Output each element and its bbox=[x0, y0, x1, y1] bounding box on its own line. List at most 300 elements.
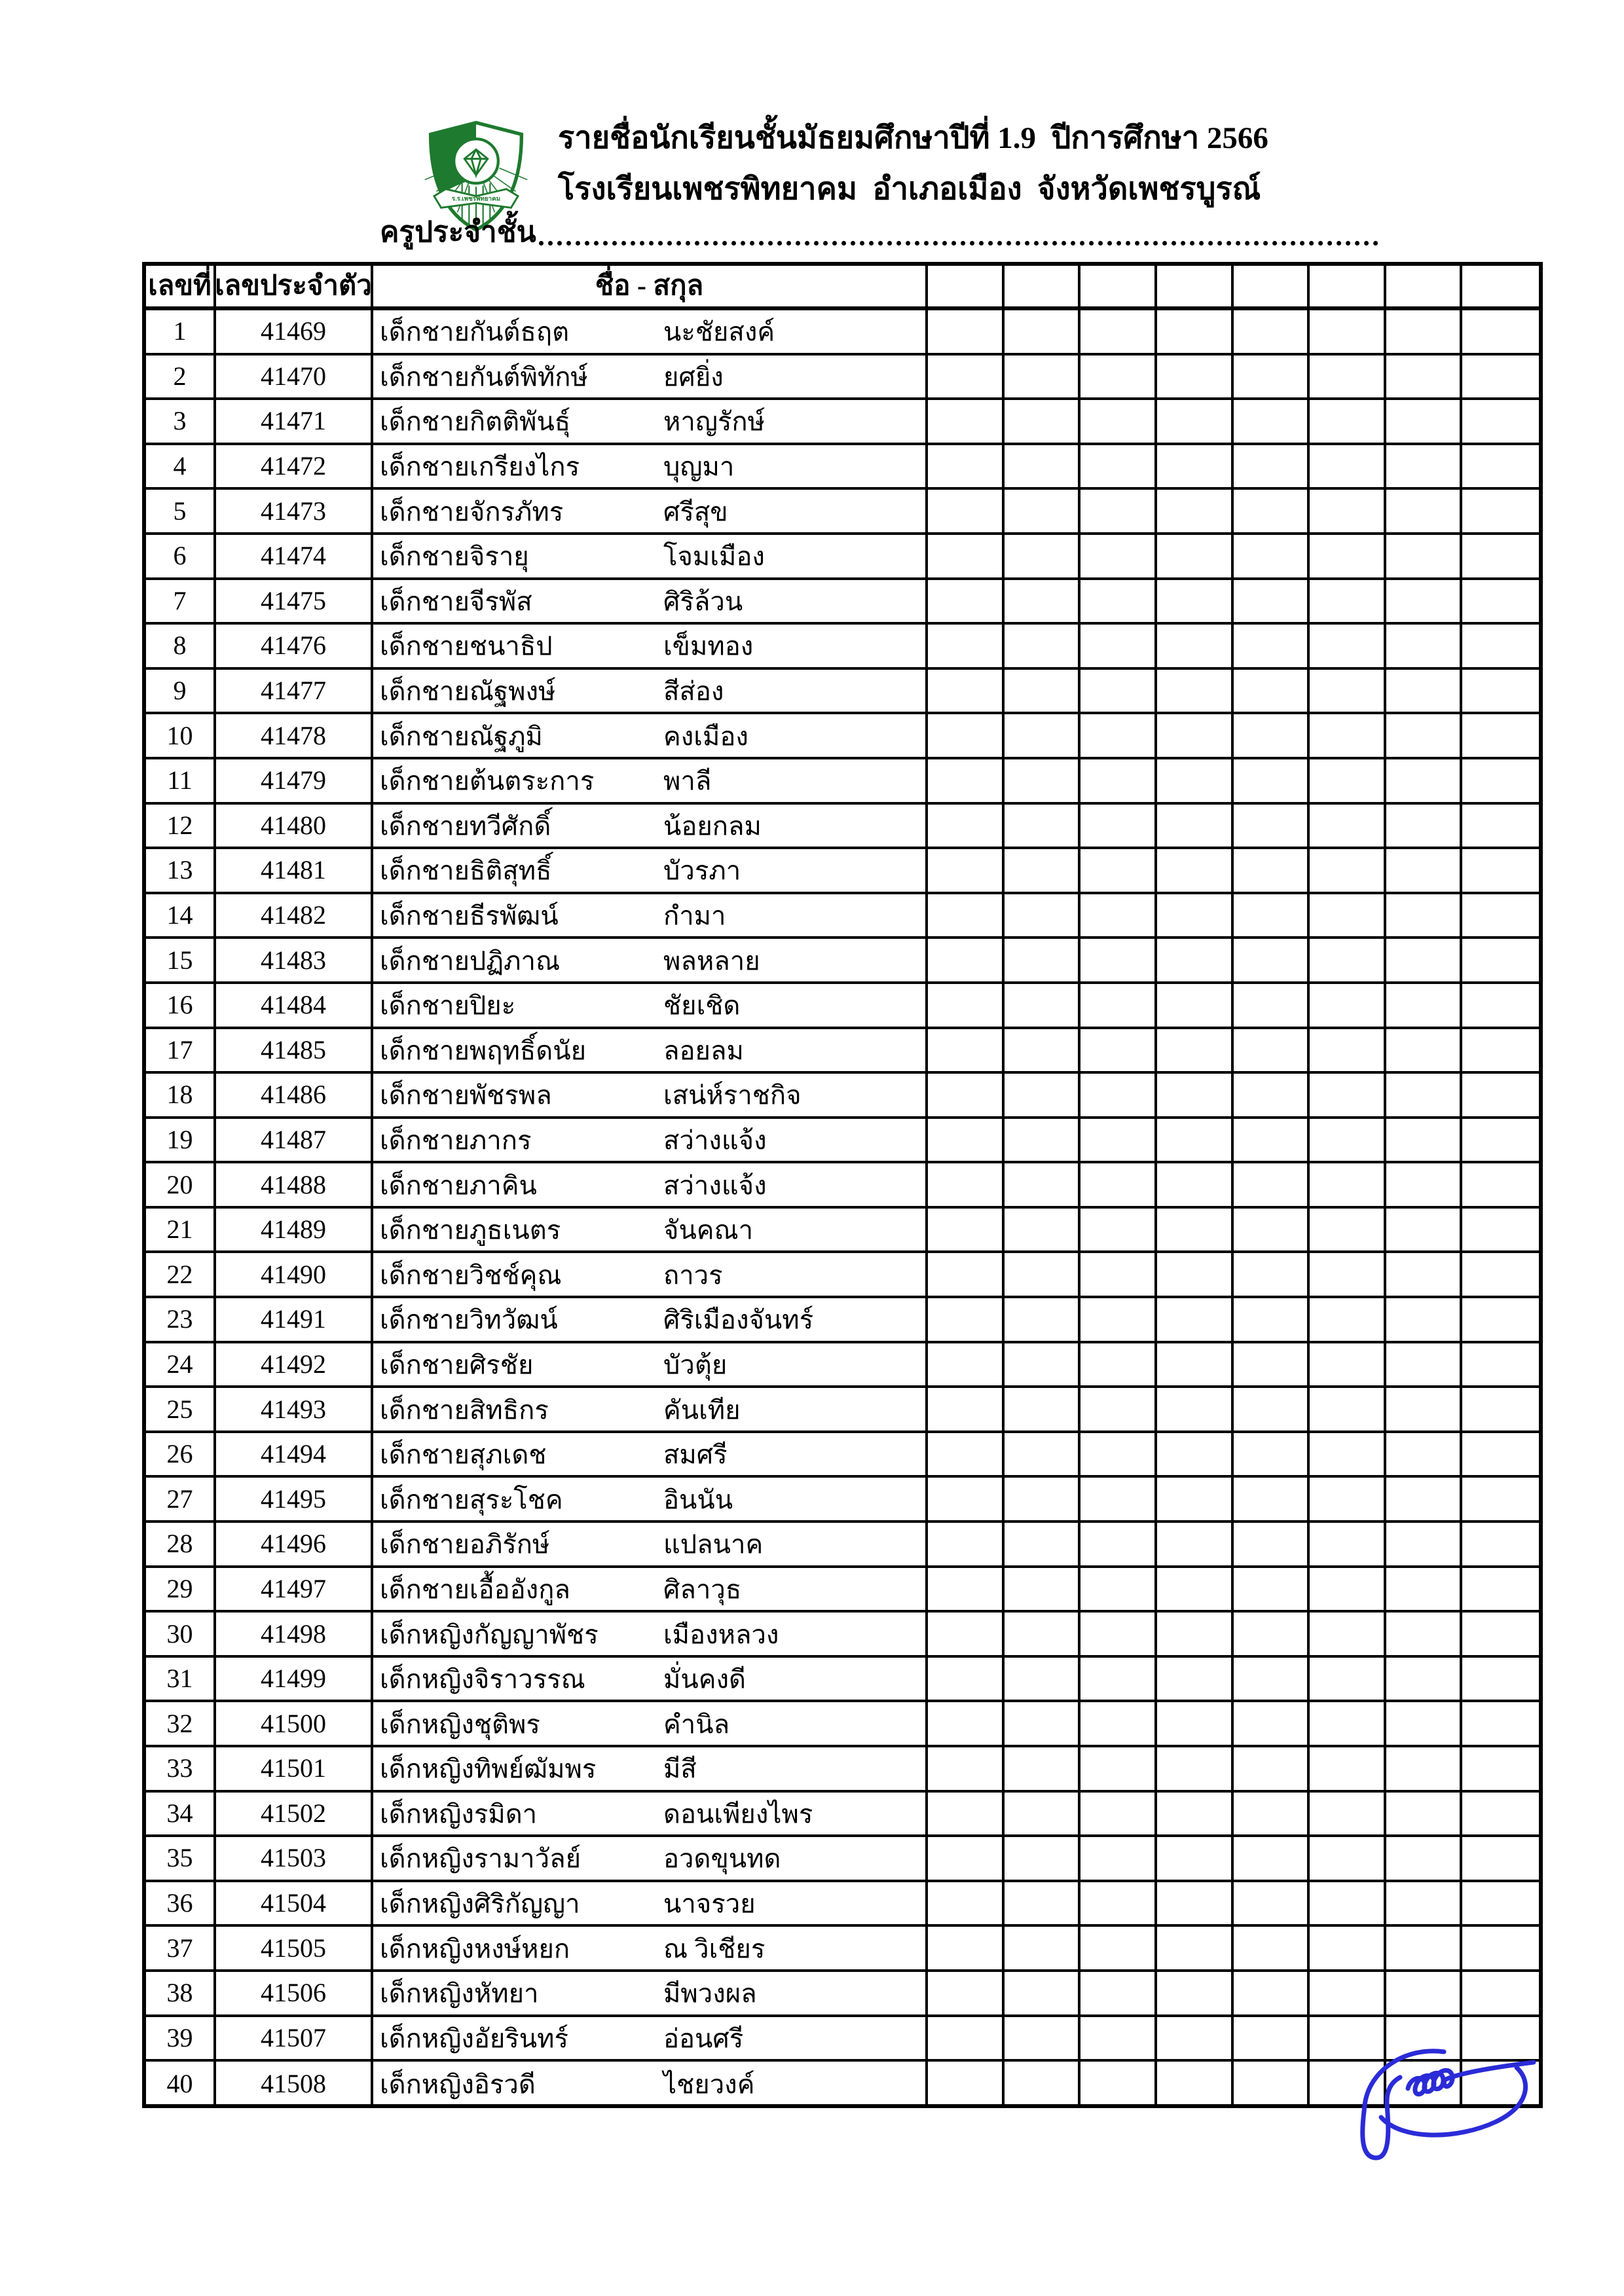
blank-cell bbox=[1310, 1523, 1386, 1565]
blank-cell bbox=[1157, 355, 1234, 398]
student-id-cell: 41470 bbox=[216, 355, 373, 398]
table-row bbox=[146, 714, 1539, 759]
blank-cell bbox=[1310, 759, 1386, 802]
student-first-name: เด็กหญิงกัญญาพัชร bbox=[380, 1620, 599, 1650]
blank-cell bbox=[928, 670, 1005, 712]
student-surname: เสน่ห์ราชกิจ bbox=[663, 1080, 802, 1110]
blank-cell bbox=[1462, 759, 1539, 802]
blank-cell bbox=[928, 1478, 1005, 1520]
blank-cell bbox=[1234, 2062, 1310, 2107]
blank-cell bbox=[1386, 310, 1463, 353]
blank-cell bbox=[1462, 1343, 1539, 1386]
blank-cell bbox=[928, 1927, 1005, 1969]
blank-cell bbox=[928, 1837, 1005, 1880]
table-row bbox=[146, 894, 1539, 939]
row-number-cell: 6 bbox=[146, 535, 216, 577]
student-id-cell: 41491 bbox=[216, 1298, 373, 1341]
blank-cell bbox=[1005, 1658, 1081, 1700]
blank-cell bbox=[1462, 1837, 1539, 1880]
student-first-name: เด็กชายณัฐภูมิ bbox=[380, 721, 543, 752]
blank-cell bbox=[1462, 1253, 1539, 1296]
blank-cell bbox=[928, 1702, 1005, 1745]
blank-cell bbox=[1157, 1119, 1234, 1161]
row-number-cell: 2 bbox=[146, 355, 216, 398]
table-row bbox=[146, 939, 1539, 984]
student-name-cell bbox=[373, 849, 928, 892]
student-surname: ยศยิ่ง bbox=[663, 362, 724, 392]
student-first-name: เด็กหญิงอิรวดี bbox=[380, 2070, 536, 2100]
blank-cell bbox=[1080, 490, 1157, 532]
student-name-cell bbox=[373, 1074, 928, 1116]
blank-cell bbox=[1386, 894, 1463, 937]
blank-cell bbox=[1386, 400, 1463, 443]
blank-cell bbox=[1080, 1658, 1157, 1700]
blank-cell bbox=[1234, 1613, 1310, 1655]
row-number-cell: 35 bbox=[146, 1837, 216, 1880]
student-name-cell bbox=[373, 670, 928, 712]
student-id-cell: 41480 bbox=[216, 805, 373, 847]
blank-cell bbox=[1386, 1119, 1463, 1161]
blank-cell bbox=[1157, 1433, 1234, 1476]
student-id-cell: 41497 bbox=[216, 1568, 373, 1611]
blank-cell bbox=[1234, 1253, 1310, 1296]
blank-cell bbox=[1080, 939, 1157, 981]
blank-cell bbox=[1005, 670, 1081, 712]
blank-cell bbox=[1386, 1388, 1463, 1430]
blank-cell bbox=[1234, 400, 1310, 443]
student-name-cell bbox=[373, 1747, 928, 1790]
student-name-cell bbox=[373, 1882, 928, 1925]
blank-cell bbox=[1005, 1568, 1081, 1611]
blank-cell bbox=[1462, 535, 1539, 577]
blank-cell bbox=[928, 939, 1005, 981]
blank-cell bbox=[1310, 355, 1386, 398]
student-surname: ศิริล้วน bbox=[663, 587, 743, 617]
student-first-name: เด็กชายกิตติพันธุ์ bbox=[380, 407, 571, 437]
blank-cell bbox=[1386, 580, 1463, 623]
blank-cell bbox=[1310, 625, 1386, 667]
school-name-line: โรงเรียนเพชรพิทยาคม อำเภอเมือง จังหวัดเพชรบูรณ์ bbox=[558, 172, 1261, 206]
blank-cell bbox=[1386, 1837, 1463, 1880]
student-surname: สีส่อง bbox=[663, 676, 724, 706]
blank-cell bbox=[1310, 1747, 1386, 1790]
row-number-cell: 10 bbox=[146, 714, 216, 757]
blank-cell bbox=[1462, 984, 1539, 1027]
blank-cell bbox=[1080, 535, 1157, 577]
blank-cell bbox=[1080, 1793, 1157, 1835]
blank-cell bbox=[1005, 849, 1081, 892]
student-surname: มีสี bbox=[663, 1754, 697, 1784]
table-row bbox=[146, 849, 1539, 894]
blank-cell bbox=[1386, 1927, 1463, 1969]
blank-cell bbox=[1005, 1837, 1081, 1880]
blank-cell bbox=[1386, 1702, 1463, 1745]
student-first-name: เด็กชายภาคิน bbox=[380, 1171, 537, 1201]
table-row bbox=[146, 1747, 1539, 1793]
blank-cell bbox=[1005, 1927, 1081, 1969]
student-id-cell: 41471 bbox=[216, 400, 373, 443]
blank-cell bbox=[1005, 714, 1081, 757]
blank-cell bbox=[928, 2017, 1005, 2060]
student-name-cell bbox=[373, 355, 928, 398]
blank-cell bbox=[1080, 1029, 1157, 1072]
student-name-cell bbox=[373, 805, 928, 847]
blank-cell bbox=[1386, 1343, 1463, 1386]
blank-cell bbox=[1080, 984, 1157, 1027]
student-name-cell bbox=[373, 2017, 928, 2060]
table-row bbox=[146, 535, 1539, 580]
blank-cell bbox=[1157, 1388, 1234, 1430]
student-id-cell: 41474 bbox=[216, 535, 373, 577]
blank-cell bbox=[1005, 490, 1081, 532]
blank-cell bbox=[1310, 1658, 1386, 1700]
blank-cell bbox=[928, 625, 1005, 667]
blank-cell bbox=[1005, 1793, 1081, 1835]
blank-cell bbox=[1080, 1702, 1157, 1745]
blank-cell bbox=[928, 1298, 1005, 1341]
blank-cell bbox=[1157, 400, 1234, 443]
table-row bbox=[146, 1478, 1539, 1523]
student-first-name: เด็กชายชนาธิป bbox=[380, 632, 553, 662]
blank-cell bbox=[1310, 849, 1386, 892]
blank-cell bbox=[1157, 2062, 1234, 2107]
student-surname: นะชัยสงค์ bbox=[663, 317, 775, 347]
row-number-cell: 34 bbox=[146, 1793, 216, 1835]
blank-cell bbox=[1080, 625, 1157, 667]
blank-cell bbox=[1080, 1298, 1157, 1341]
blank-cell bbox=[1157, 1523, 1234, 1565]
blank-cell bbox=[1386, 1972, 1463, 2014]
blank-cell bbox=[928, 894, 1005, 937]
blank-cell bbox=[1005, 759, 1081, 802]
blank-cell bbox=[928, 310, 1005, 353]
blank-cell bbox=[1005, 1388, 1081, 1430]
row-number-cell: 17 bbox=[146, 1029, 216, 1072]
blank-cell bbox=[1157, 2017, 1234, 2060]
student-surname: ดอนเพียงไพร bbox=[663, 1799, 813, 1829]
student-name-cell bbox=[373, 714, 928, 757]
table-row bbox=[146, 1209, 1539, 1254]
table-row bbox=[146, 984, 1539, 1029]
blank-cell bbox=[1462, 1793, 1539, 1835]
header-number: เลขที่ bbox=[146, 266, 216, 306]
student-surname: จันคณา bbox=[663, 1215, 754, 1245]
table-row bbox=[146, 2062, 1539, 2107]
row-number-cell: 12 bbox=[146, 805, 216, 847]
student-surname: อ่อนศรี bbox=[663, 2024, 744, 2054]
student-name-cell bbox=[373, 580, 928, 623]
blank-cell bbox=[1386, 2017, 1463, 2060]
blank-cell bbox=[1462, 2062, 1539, 2107]
student-id-cell: 41483 bbox=[216, 939, 373, 981]
blank-cell bbox=[1386, 984, 1463, 1027]
student-first-name: เด็กชายวิทวัฒน์ bbox=[380, 1305, 558, 1335]
blank-cell bbox=[1080, 1837, 1157, 1880]
blank-cell bbox=[1462, 490, 1539, 532]
blank-cell bbox=[1462, 1972, 1539, 2014]
blank-cell bbox=[1386, 939, 1463, 981]
blank-cell bbox=[1234, 1702, 1310, 1745]
blank-cell bbox=[928, 1253, 1005, 1296]
blank-cell bbox=[1386, 535, 1463, 577]
blank-cell bbox=[1005, 1298, 1081, 1341]
table-row bbox=[146, 1074, 1539, 1119]
student-first-name: เด็กชายกันต์พิทักษ์ bbox=[380, 362, 588, 392]
row-number-cell: 4 bbox=[146, 445, 216, 488]
student-first-name: เด็กหญิงศิริกัญญา bbox=[380, 1889, 580, 1919]
student-surname: โจมเมือง bbox=[663, 541, 765, 572]
blank-cell bbox=[1080, 1927, 1157, 1969]
blank-cell bbox=[928, 355, 1005, 398]
row-number-cell: 5 bbox=[146, 490, 216, 532]
blank-cell bbox=[1005, 1343, 1081, 1386]
blank-cell bbox=[1080, 849, 1157, 892]
blank-cell bbox=[1080, 2062, 1157, 2107]
blank-cell bbox=[1462, 1523, 1539, 1565]
table-row bbox=[146, 1613, 1539, 1658]
row-number-cell: 25 bbox=[146, 1388, 216, 1430]
student-id-cell: 41478 bbox=[216, 714, 373, 757]
student-name-cell bbox=[373, 1029, 928, 1072]
student-first-name: เด็กชายภากร bbox=[380, 1125, 532, 1156]
student-first-name: เด็กชายณัฐพงษ์ bbox=[380, 676, 556, 706]
blank-cell bbox=[1005, 625, 1081, 667]
blank-cell bbox=[1005, 1029, 1081, 1072]
row-number-cell: 3 bbox=[146, 400, 216, 443]
blank-cell bbox=[1462, 1388, 1539, 1430]
student-name-cell bbox=[373, 1927, 928, 1969]
blank-cell bbox=[1462, 1568, 1539, 1611]
student-id-cell: 41481 bbox=[216, 849, 373, 892]
row-number-cell: 11 bbox=[146, 759, 216, 802]
blank-cell bbox=[1386, 1163, 1463, 1206]
blank-cell bbox=[1005, 1163, 1081, 1206]
blank-cell bbox=[1005, 1253, 1081, 1296]
student-first-name: เด็กชายปิยะ bbox=[380, 991, 516, 1021]
blank-cell bbox=[1157, 939, 1234, 981]
blank-cell bbox=[1005, 445, 1081, 488]
blank-cell bbox=[1080, 1568, 1157, 1611]
student-first-name: เด็กชายทวีศักดิ์ bbox=[380, 811, 551, 841]
student-surname: หาญรักษ์ bbox=[663, 407, 765, 437]
row-number-cell: 8 bbox=[146, 625, 216, 667]
blank-cell bbox=[1005, 1972, 1081, 2014]
table-row bbox=[146, 355, 1539, 401]
row-number-cell: 20 bbox=[146, 1163, 216, 1206]
blank-cell bbox=[1234, 1972, 1310, 2014]
student-surname: ศิริเมืองจันทร์ bbox=[663, 1305, 814, 1335]
blank-cell bbox=[1080, 1433, 1157, 1476]
student-first-name: เด็กชายอภิรักษ์ bbox=[380, 1529, 550, 1559]
student-name-cell bbox=[373, 1478, 928, 1520]
table-row bbox=[146, 805, 1539, 850]
table-row bbox=[146, 1882, 1539, 1927]
blank-cell bbox=[1462, 1658, 1539, 1700]
student-first-name: เด็กชายภูธเนตร bbox=[380, 1215, 561, 1245]
blank-cell bbox=[1310, 1029, 1386, 1072]
blank-cell bbox=[1386, 1882, 1463, 1925]
student-first-name: เด็กชายจักรภัทร bbox=[380, 497, 564, 527]
blank-cell bbox=[1462, 625, 1539, 667]
blank-cell bbox=[1080, 894, 1157, 937]
blank-cell bbox=[1462, 1029, 1539, 1072]
blank-cell bbox=[928, 1388, 1005, 1430]
blank-cell bbox=[1005, 1613, 1081, 1655]
blank-cell bbox=[1234, 310, 1310, 353]
blank-cell bbox=[1386, 355, 1463, 398]
blank-cell bbox=[1310, 1253, 1386, 1296]
student-first-name: เด็กชายจิรายุ bbox=[380, 541, 529, 572]
student-name-cell bbox=[373, 1209, 928, 1251]
blank-cell bbox=[1234, 535, 1310, 577]
student-name-cell bbox=[373, 1119, 928, 1161]
table-body bbox=[146, 310, 1539, 2107]
student-name-cell bbox=[373, 984, 928, 1027]
blank-cell bbox=[1310, 1837, 1386, 1880]
blank-cell bbox=[928, 1882, 1005, 1925]
student-id-cell: 41507 bbox=[216, 2017, 373, 2060]
row-number-cell: 14 bbox=[146, 894, 216, 937]
student-first-name: เด็กหญิงอัยรินทร์ bbox=[380, 2024, 568, 2054]
blank-cell bbox=[1462, 1074, 1539, 1116]
blank-cell bbox=[1005, 2062, 1081, 2107]
student-id-cell: 41508 bbox=[216, 2062, 373, 2107]
blank-cell bbox=[928, 714, 1005, 757]
row-number-cell: 7 bbox=[146, 580, 216, 623]
blank-cell bbox=[1386, 1074, 1463, 1116]
row-number-cell: 19 bbox=[146, 1119, 216, 1161]
student-name-cell bbox=[373, 400, 928, 443]
student-id-cell: 41506 bbox=[216, 1972, 373, 2014]
blank-cell bbox=[1234, 1343, 1310, 1386]
student-id-cell: 41496 bbox=[216, 1523, 373, 1565]
blank-cell bbox=[928, 759, 1005, 802]
blank-cell bbox=[1005, 310, 1081, 353]
blank-cell bbox=[1386, 714, 1463, 757]
row-number-cell: 30 bbox=[146, 1613, 216, 1655]
blank-cell bbox=[1310, 1343, 1386, 1386]
blank-cell bbox=[1234, 1523, 1310, 1565]
student-id-cell: 41502 bbox=[216, 1793, 373, 1835]
table-row bbox=[146, 1388, 1539, 1433]
blank-cell bbox=[1234, 759, 1310, 802]
blank-cell bbox=[1157, 1613, 1234, 1655]
student-id-cell: 41472 bbox=[216, 445, 373, 488]
row-number-cell: 26 bbox=[146, 1433, 216, 1476]
blank-cell bbox=[1310, 714, 1386, 757]
blank-cell bbox=[1462, 400, 1539, 443]
blank-cell bbox=[1157, 310, 1234, 353]
blank-cell bbox=[1157, 1029, 1234, 1072]
row-number-cell: 1 bbox=[146, 310, 216, 353]
blank-cell bbox=[1080, 355, 1157, 398]
blank-cell bbox=[1157, 984, 1234, 1027]
student-surname: มีพวงผล bbox=[663, 1978, 757, 2009]
student-surname: มั่นคงดี bbox=[663, 1664, 746, 1694]
student-first-name: เด็กหญิงหงษ์หยก bbox=[380, 1934, 570, 1964]
table-row bbox=[146, 1119, 1539, 1164]
blank-cell bbox=[1157, 1702, 1234, 1745]
student-surname: น้อยกลม bbox=[663, 811, 762, 841]
blank-cell bbox=[1310, 400, 1386, 443]
student-name-cell bbox=[373, 310, 928, 353]
student-first-name: เด็กชายวิชช์คุณ bbox=[380, 1260, 562, 1290]
student-name-cell bbox=[373, 535, 928, 577]
student-name-cell bbox=[373, 759, 928, 802]
blank-cell bbox=[1310, 984, 1386, 1027]
blank-cell bbox=[1386, 1298, 1463, 1341]
student-name-cell bbox=[373, 1343, 928, 1386]
student-id-cell: 41499 bbox=[216, 1658, 373, 1700]
header-blank-cell bbox=[1080, 266, 1157, 306]
blank-cell bbox=[1005, 1119, 1081, 1161]
row-number-cell: 24 bbox=[146, 1343, 216, 1386]
blank-cell bbox=[1462, 1119, 1539, 1161]
table-row bbox=[146, 1837, 1539, 1882]
student-first-name: เด็กชายเอื้ออังกูล bbox=[380, 1575, 570, 1605]
row-number-cell: 40 bbox=[146, 2062, 216, 2107]
blank-cell bbox=[1462, 1163, 1539, 1206]
student-id-cell: 41488 bbox=[216, 1163, 373, 1206]
student-first-name: เด็กชายพัชรพล bbox=[380, 1080, 552, 1110]
blank-cell bbox=[1005, 1523, 1081, 1565]
student-surname: สมศรี bbox=[663, 1440, 728, 1470]
blank-cell bbox=[1005, 1702, 1081, 1745]
blank-cell bbox=[1157, 849, 1234, 892]
table-row bbox=[146, 759, 1539, 805]
table-row bbox=[146, 1029, 1539, 1074]
blank-cell bbox=[1080, 2017, 1157, 2060]
blank-cell bbox=[1386, 445, 1463, 488]
student-surname: ไชยวงค์ bbox=[663, 2070, 755, 2100]
blank-cell bbox=[1234, 1163, 1310, 1206]
blank-cell bbox=[1462, 1747, 1539, 1790]
student-name-cell bbox=[373, 1972, 928, 2014]
student-name-cell bbox=[373, 1253, 928, 1296]
blank-cell bbox=[1080, 670, 1157, 712]
student-id-cell: 41500 bbox=[216, 1702, 373, 1745]
student-name-cell bbox=[373, 445, 928, 488]
row-number-cell: 27 bbox=[146, 1478, 216, 1520]
blank-cell bbox=[1310, 490, 1386, 532]
student-first-name: เด็กหญิงหัทยา bbox=[380, 1978, 539, 2009]
blank-cell bbox=[1462, 1882, 1539, 1925]
blank-cell bbox=[1462, 1613, 1539, 1655]
blank-cell bbox=[1386, 1793, 1463, 1835]
blank-cell bbox=[928, 490, 1005, 532]
blank-cell bbox=[1462, 1478, 1539, 1520]
table-row bbox=[146, 1658, 1539, 1703]
blank-cell bbox=[1080, 1209, 1157, 1251]
student-name-cell bbox=[373, 1523, 928, 1565]
student-surname: ลอยลม bbox=[663, 1036, 744, 1066]
row-number-cell: 28 bbox=[146, 1523, 216, 1565]
blank-cell bbox=[1462, 805, 1539, 847]
student-id-cell: 41484 bbox=[216, 984, 373, 1027]
blank-cell bbox=[1386, 625, 1463, 667]
blank-cell bbox=[1310, 1793, 1386, 1835]
student-roster-table bbox=[142, 262, 1543, 2108]
student-surname: สว่างแจ้ง bbox=[663, 1171, 767, 1201]
blank-cell bbox=[1234, 1793, 1310, 1835]
blank-cell bbox=[1157, 1747, 1234, 1790]
student-name-cell bbox=[373, 490, 928, 532]
blank-cell bbox=[1462, 1927, 1539, 1969]
blank-cell bbox=[1005, 535, 1081, 577]
blank-cell bbox=[1386, 1029, 1463, 1072]
row-number-cell: 33 bbox=[146, 1747, 216, 1790]
row-number-cell: 36 bbox=[146, 1882, 216, 1925]
